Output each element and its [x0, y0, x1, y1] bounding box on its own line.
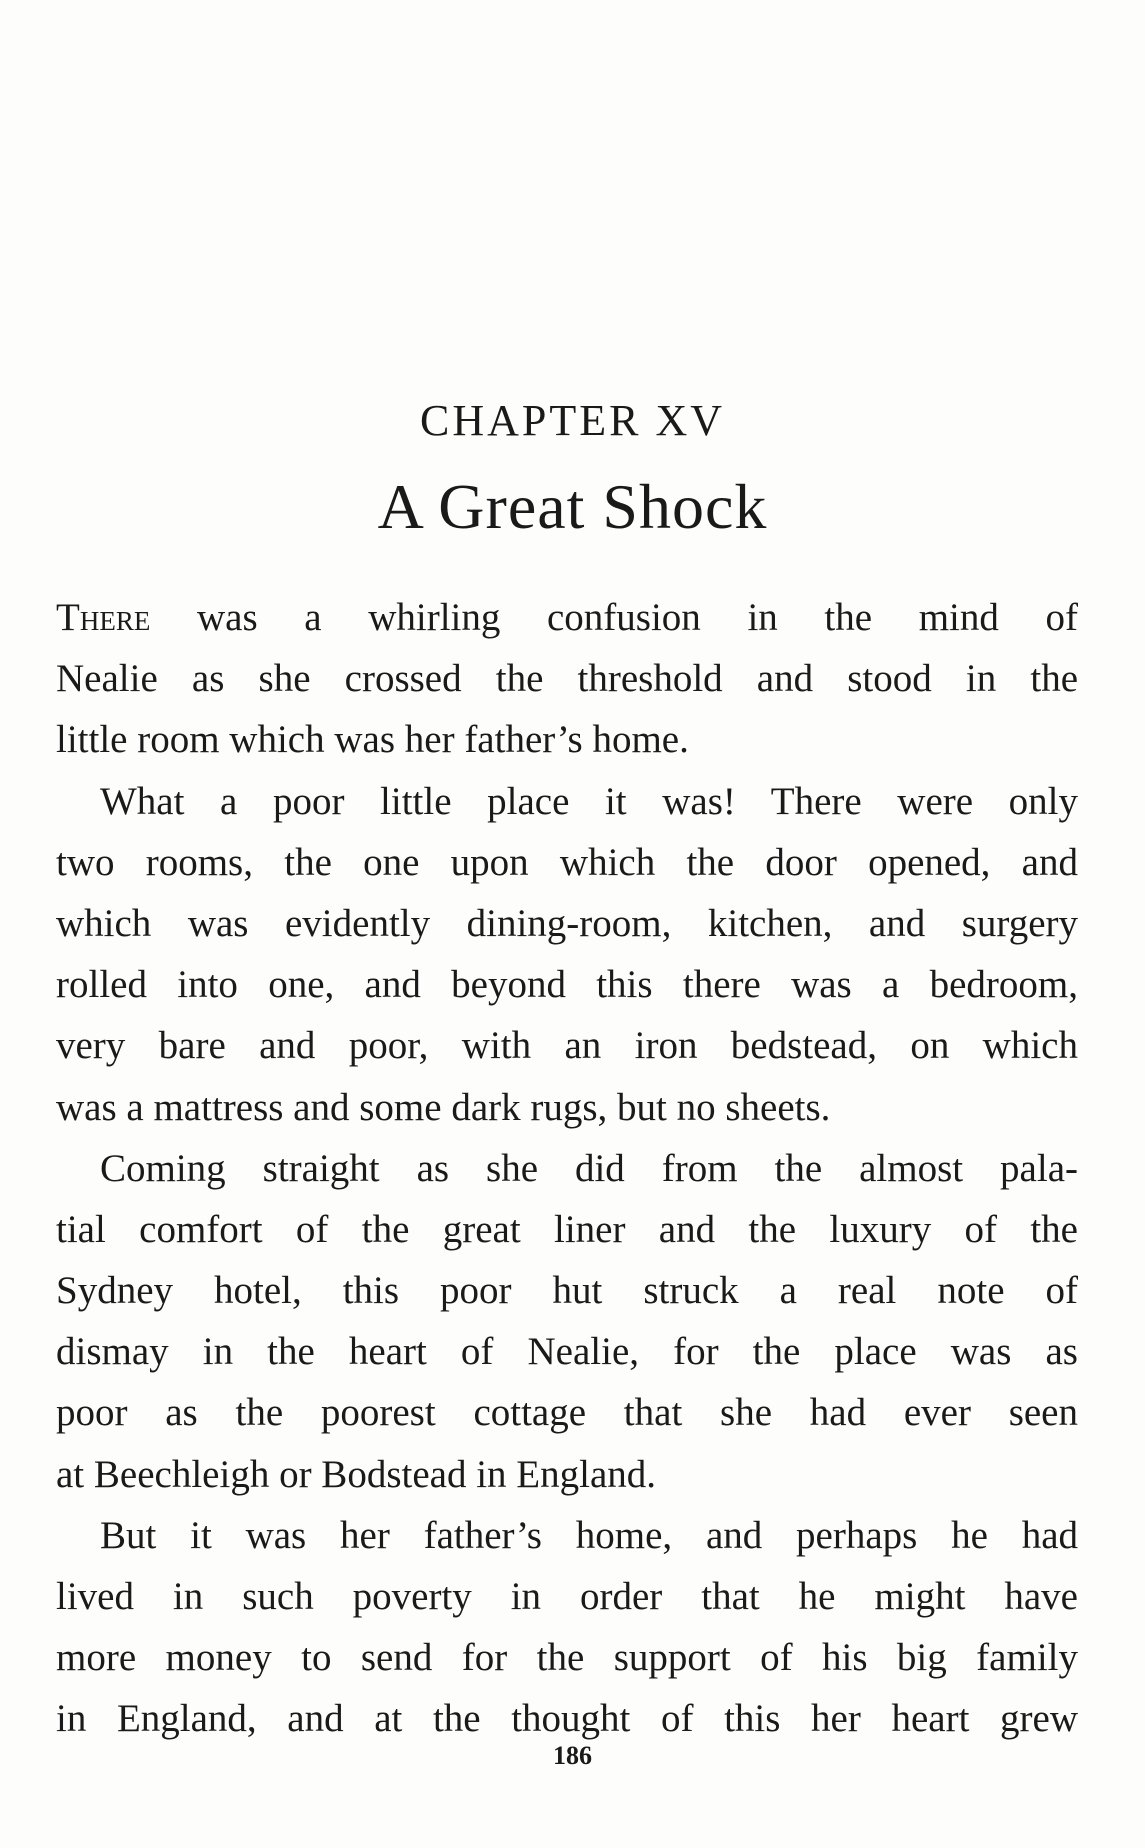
chapter-number: CHAPTER XV [419, 396, 726, 445]
paragraph-4-line-1: But it was her father’s home, and perhaps he had [100, 1513, 1078, 1557]
paragraph-3-line-1: Coming straight as she did from the almost pala- [100, 1146, 1078, 1190]
paragraph-3-line-3: Sydney hotel, this poor hut struck a real note of [56, 1269, 1078, 1313]
opening-word: There [56, 596, 151, 639]
chapter-title: A Great Shock [377, 471, 768, 542]
paragraph-2-line-6: was a mattress and some dark rugs, but no sheets. [56, 1085, 831, 1129]
paragraph-1-line-3: little room which was her father’s home. [56, 718, 689, 762]
paragraph-3-line-2: tial comfort of the great liner and the luxury of the [56, 1207, 1078, 1251]
paragraph-2-line-1: What a poor little place it was! There were only [100, 779, 1078, 823]
paragraph-4-line-2: lived in such poverty in order that he might have [56, 1575, 1078, 1618]
paragraph-1-line-1 [56, 587, 1078, 648]
paragraph-1-line-2: Nealie as she crossed the threshold and stood in the [56, 657, 1078, 701]
paragraph-2-line-5: very bare and poor, with an iron bedstead, on which [56, 1024, 1078, 1068]
body-text [56, 587, 1078, 1750]
paragraph-4-line-3: more money to send for the support of his big family [56, 1636, 1078, 1680]
paragraph-4-line-4: in England, and at the thought of this her heart grew [56, 1697, 1078, 1741]
paragraph-3-line-4: dismay in the heart of Nealie, for the place was as [56, 1330, 1078, 1374]
page-number: 186 [553, 1741, 592, 1770]
paragraph-3-line-6: at Beechleigh or Bodstead in England. [56, 1452, 657, 1496]
paragraph-2-line-2: two rooms, the one upon which the door opened, and [56, 840, 1078, 884]
paragraph-2-line-4: rolled into one, and beyond this there was a bedroom, [56, 963, 1078, 1007]
paragraph-1-line-1-text: was a whirling confusion in the mind of [150, 596, 1078, 639]
paragraph-2-line-3: which was evidently dining-room, kitchen, and surgery [56, 901, 1078, 945]
paragraph-3-line-5: poor as the poorest cottage that she had ever seen [56, 1391, 1078, 1435]
